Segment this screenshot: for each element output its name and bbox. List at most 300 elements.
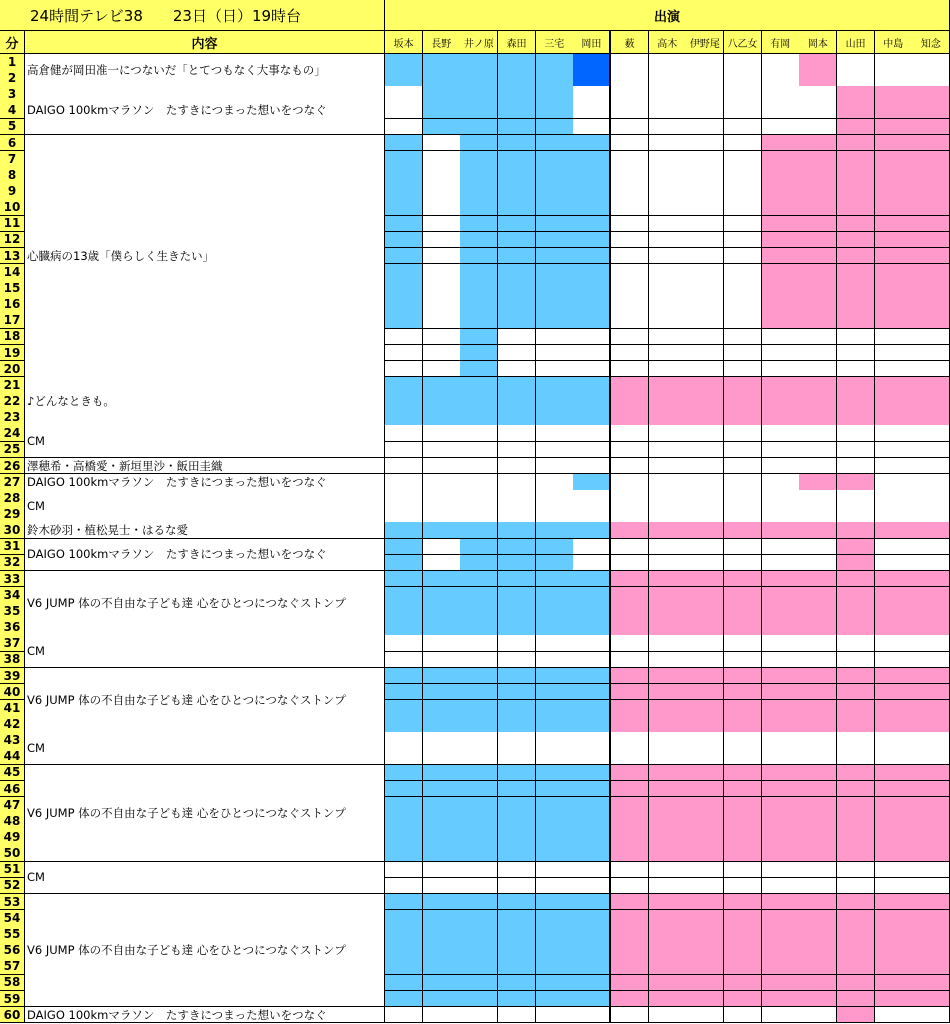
segment-label[interactable]: V6 JUMP 体の不自由な子ども達 心をひとつにつなぐストンプ (25, 668, 385, 733)
appearance-cell[interactable] (799, 329, 837, 346)
appearance-cell[interactable] (460, 393, 498, 410)
appearance-cell[interactable] (724, 102, 762, 119)
appearance-cell[interactable] (423, 748, 461, 765)
appearance-cell[interactable] (649, 312, 687, 329)
appearance-cell[interactable] (837, 232, 875, 249)
appearance-cell[interactable] (460, 119, 498, 136)
appearance-cell[interactable] (724, 296, 762, 313)
appearance-cell[interactable] (573, 813, 611, 830)
appearance-cell[interactable] (799, 926, 837, 943)
appearance-cell[interactable] (762, 54, 800, 71)
appearance-cell[interactable] (611, 86, 649, 103)
appearance-cell[interactable] (912, 813, 950, 830)
appearance-cell[interactable] (385, 571, 423, 588)
appearance-cell[interactable] (423, 361, 461, 378)
appearance-cell[interactable] (611, 748, 649, 765)
appearance-cell[interactable] (573, 700, 611, 717)
appearance-cell[interactable] (460, 312, 498, 329)
performer-header-9[interactable]: 伊野尾 (686, 31, 724, 54)
appearance-cell[interactable] (573, 329, 611, 346)
appearance-cell[interactable] (762, 393, 800, 410)
appearance-cell[interactable] (912, 361, 950, 378)
appearance-cell[interactable] (498, 393, 536, 410)
appearance-cell[interactable] (762, 571, 800, 588)
performer-header-3[interactable]: 井ノ原 (460, 31, 498, 54)
appearance-cell[interactable] (799, 732, 837, 749)
appearance-cell[interactable] (724, 571, 762, 588)
appearance-cell[interactable] (912, 894, 950, 911)
minute-label[interactable]: 25 (0, 442, 25, 459)
appearance-cell[interactable] (536, 587, 574, 604)
appearance-cell[interactable] (912, 522, 950, 539)
appearance-cell[interactable] (649, 329, 687, 346)
appearance-cell[interactable] (686, 926, 724, 943)
appearance-cell[interactable] (498, 975, 536, 992)
appearance-cell[interactable] (498, 409, 536, 426)
appearance-cell[interactable] (498, 765, 536, 782)
appearance-cell[interactable] (423, 522, 461, 539)
minute-label[interactable]: 45 (0, 765, 25, 782)
appearance-cell[interactable] (875, 135, 913, 152)
appearance-cell[interactable] (385, 862, 423, 879)
appearance-cell[interactable] (799, 409, 837, 426)
minute-label[interactable]: 30 (0, 522, 25, 539)
minute-label[interactable]: 10 (0, 199, 25, 216)
minute-label[interactable]: 1 (0, 54, 25, 71)
appearance-cell[interactable] (423, 490, 461, 507)
appearance-cell[interactable] (686, 264, 724, 281)
appearance-cell[interactable] (724, 280, 762, 297)
minute-label[interactable]: 35 (0, 603, 25, 620)
appearance-cell[interactable] (724, 1007, 762, 1024)
appearance-cell[interactable] (385, 54, 423, 71)
appearance-cell[interactable] (385, 958, 423, 975)
appearance-cell[interactable] (649, 490, 687, 507)
appearance-cell[interactable] (498, 522, 536, 539)
minute-label[interactable]: 24 (0, 425, 25, 442)
minute-label[interactable]: 57 (0, 958, 25, 975)
appearance-cell[interactable] (498, 280, 536, 297)
appearance-cell[interactable] (837, 312, 875, 329)
minute-label[interactable]: 54 (0, 910, 25, 927)
appearance-cell[interactable] (875, 619, 913, 636)
appearance-cell[interactable] (724, 86, 762, 103)
appearance-cell[interactable] (536, 619, 574, 636)
minute-label[interactable]: 55 (0, 926, 25, 943)
appearance-cell[interactable] (498, 684, 536, 701)
appearance-cell[interactable] (875, 474, 913, 491)
appearance-cell[interactable] (423, 862, 461, 879)
performer-header-1[interactable]: 坂本 (385, 31, 423, 54)
appearance-cell[interactable] (912, 458, 950, 475)
appearance-cell[interactable] (912, 70, 950, 87)
appearance-cell[interactable] (762, 329, 800, 346)
appearance-cell[interactable] (385, 732, 423, 749)
appearance-cell[interactable] (498, 458, 536, 475)
appearance-cell[interactable] (385, 894, 423, 911)
appearance-cell[interactable] (875, 894, 913, 911)
appearance-cell[interactable] (724, 878, 762, 895)
appearance-cell[interactable] (799, 522, 837, 539)
minute-label[interactable]: 36 (0, 619, 25, 636)
appearance-cell[interactable] (724, 619, 762, 636)
performer-header-6[interactable]: 岡田 (573, 31, 611, 54)
appearance-cell[interactable] (460, 232, 498, 249)
appearance-cell[interactable] (875, 845, 913, 862)
appearance-cell[interactable] (423, 458, 461, 475)
appearance-cell[interactable] (460, 199, 498, 216)
appearance-cell[interactable] (611, 167, 649, 184)
appearance-cell[interactable] (837, 748, 875, 765)
appearance-cell[interactable] (649, 571, 687, 588)
appearance-cell[interactable] (460, 425, 498, 442)
appearance-cell[interactable] (837, 942, 875, 959)
appearance-cell[interactable] (912, 442, 950, 459)
appearance-cell[interactable] (498, 781, 536, 798)
appearance-cell[interactable] (385, 829, 423, 846)
appearance-cell[interactable] (724, 183, 762, 200)
appearance-cell[interactable] (498, 312, 536, 329)
appearance-cell[interactable] (724, 862, 762, 879)
appearance-cell[interactable] (799, 264, 837, 281)
minute-label[interactable]: 14 (0, 264, 25, 281)
appearance-cell[interactable] (460, 555, 498, 572)
appearance-cell[interactable] (724, 716, 762, 733)
appearance-cell[interactable] (611, 910, 649, 927)
segment-label[interactable]: DAIGO 100kmマラソン たすきにつまった想いをつなぐ (25, 539, 385, 572)
appearance-cell[interactable] (912, 910, 950, 927)
appearance-cell[interactable] (385, 474, 423, 491)
appearance-cell[interactable] (875, 458, 913, 475)
appearance-cell[interactable] (573, 748, 611, 765)
appearance-cell[interactable] (385, 167, 423, 184)
appearance-cell[interactable] (762, 684, 800, 701)
appearance-cell[interactable] (385, 409, 423, 426)
appearance-cell[interactable] (837, 442, 875, 459)
appearance-cell[interactable] (686, 862, 724, 879)
appearance-cell[interactable] (423, 619, 461, 636)
appearance-cell[interactable] (649, 603, 687, 620)
appearance-cell[interactable] (724, 216, 762, 233)
appearance-cell[interactable] (536, 70, 574, 87)
minute-label[interactable]: 5 (0, 119, 25, 136)
appearance-cell[interactable] (611, 571, 649, 588)
appearance-cell[interactable] (498, 232, 536, 249)
appearance-cell[interactable] (423, 878, 461, 895)
appearance-cell[interactable] (385, 587, 423, 604)
appearance-cell[interactable] (686, 1007, 724, 1024)
appearance-cell[interactable] (875, 813, 913, 830)
appearance-cell[interactable] (385, 910, 423, 927)
appearance-cell[interactable] (385, 539, 423, 556)
appearance-cell[interactable] (799, 797, 837, 814)
minute-label[interactable]: 17 (0, 312, 25, 329)
appearance-cell[interactable] (762, 958, 800, 975)
appearance-cell[interactable] (498, 119, 536, 136)
appearance-cell[interactable] (385, 668, 423, 685)
appearance-cell[interactable] (837, 619, 875, 636)
appearance-cell[interactable] (762, 183, 800, 200)
appearance-cell[interactable] (573, 86, 611, 103)
appearance-cell[interactable] (385, 555, 423, 572)
minute-label[interactable]: 59 (0, 991, 25, 1008)
appearance-cell[interactable] (912, 942, 950, 959)
appearance-cell[interactable] (875, 70, 913, 87)
appearance-cell[interactable] (649, 199, 687, 216)
appearance-cell[interactable] (912, 167, 950, 184)
appearance-cell[interactable] (912, 797, 950, 814)
appearance-cell[interactable] (686, 199, 724, 216)
appearance-cell[interactable] (799, 458, 837, 475)
performer-header-5[interactable]: 三宅 (536, 31, 574, 54)
appearance-cell[interactable] (573, 603, 611, 620)
appearance-cell[interactable] (460, 377, 498, 394)
appearance-cell[interactable] (875, 248, 913, 265)
appearance-cell[interactable] (460, 926, 498, 943)
appearance-cell[interactable] (611, 878, 649, 895)
appearance-cell[interactable] (423, 716, 461, 733)
appearance-cell[interactable] (724, 393, 762, 410)
appearance-cell[interactable] (498, 167, 536, 184)
appearance-cell[interactable] (799, 781, 837, 798)
appearance-cell[interactable] (799, 361, 837, 378)
appearance-cell[interactable] (498, 926, 536, 943)
appearance-cell[interactable] (837, 555, 875, 572)
appearance-cell[interactable] (536, 86, 574, 103)
appearance-cell[interactable] (423, 926, 461, 943)
appearance-cell[interactable] (875, 377, 913, 394)
appearance-cell[interactable] (460, 264, 498, 281)
appearance-cell[interactable] (460, 878, 498, 895)
appearance-cell[interactable] (762, 312, 800, 329)
minute-label[interactable]: 32 (0, 555, 25, 572)
appearance-cell[interactable] (912, 119, 950, 136)
appearance-cell[interactable] (837, 975, 875, 992)
appearance-cell[interactable] (912, 975, 950, 992)
appearance-cell[interactable] (460, 684, 498, 701)
appearance-cell[interactable] (762, 361, 800, 378)
appearance-cell[interactable] (423, 845, 461, 862)
appearance-cell[interactable] (573, 458, 611, 475)
appearance-cell[interactable] (724, 442, 762, 459)
appearance-cell[interactable] (460, 748, 498, 765)
appearance-cell[interactable] (385, 522, 423, 539)
appearance-cell[interactable] (875, 829, 913, 846)
appearance-cell[interactable] (573, 732, 611, 749)
appearance-cell[interactable] (498, 296, 536, 313)
appearance-cell[interactable] (686, 442, 724, 459)
appearance-cell[interactable] (536, 183, 574, 200)
appearance-cell[interactable] (799, 716, 837, 733)
appearance-cell[interactable] (385, 296, 423, 313)
appearance-cell[interactable] (649, 635, 687, 652)
appearance-cell[interactable] (573, 425, 611, 442)
appearance-cell[interactable] (460, 361, 498, 378)
appearance-cell[interactable] (724, 490, 762, 507)
appearance-cell[interactable] (724, 329, 762, 346)
appearance-cell[interactable] (423, 813, 461, 830)
appearance-cell[interactable] (573, 216, 611, 233)
appearance-cell[interactable] (385, 248, 423, 265)
appearance-cell[interactable] (423, 991, 461, 1008)
appearance-cell[interactable] (724, 135, 762, 152)
appearance-cell[interactable] (837, 264, 875, 281)
appearance-cell[interactable] (724, 425, 762, 442)
appearance-cell[interactable] (912, 555, 950, 572)
appearance-cell[interactable] (799, 393, 837, 410)
appearance-cell[interactable] (611, 732, 649, 749)
performer-header-2[interactable]: 長野 (423, 31, 461, 54)
appearance-cell[interactable] (385, 1007, 423, 1024)
appearance-cell[interactable] (611, 862, 649, 879)
appearance-cell[interactable] (912, 393, 950, 410)
appearance-cell[interactable] (423, 312, 461, 329)
appearance-cell[interactable] (649, 474, 687, 491)
appearance-cell[interactable] (536, 975, 574, 992)
appearance-cell[interactable] (536, 264, 574, 281)
appearance-cell[interactable] (573, 668, 611, 685)
appearance-cell[interactable] (573, 845, 611, 862)
appearance-cell[interactable] (686, 506, 724, 523)
appearance-cell[interactable] (686, 942, 724, 959)
appearance-cell[interactable] (686, 619, 724, 636)
appearance-cell[interactable] (799, 135, 837, 152)
appearance-cell[interactable] (762, 716, 800, 733)
appearance-cell[interactable] (385, 813, 423, 830)
minute-label[interactable]: 6 (0, 135, 25, 152)
appearance-cell[interactable] (385, 119, 423, 136)
appearance-cell[interactable] (875, 102, 913, 119)
minute-label[interactable]: 4 (0, 102, 25, 119)
appearance-cell[interactable] (799, 668, 837, 685)
appearance-cell[interactable] (837, 781, 875, 798)
appearance-cell[interactable] (536, 54, 574, 71)
appearance-cell[interactable] (460, 668, 498, 685)
segment-label[interactable]: DAIGO 100kmマラソン たすきにつまった想いをつなぐ (25, 1007, 385, 1024)
appearance-cell[interactable] (686, 716, 724, 733)
appearance-cell[interactable] (573, 296, 611, 313)
appearance-cell[interactable] (762, 700, 800, 717)
minute-label[interactable]: 43 (0, 732, 25, 749)
segment-label[interactable]: 高倉健が岡田准一につないだ「とてつもなく大事なもの」 (25, 54, 385, 87)
appearance-cell[interactable] (611, 845, 649, 862)
appearance-cell[interactable] (423, 280, 461, 297)
appearance-cell[interactable] (460, 54, 498, 71)
appearance-cell[interactable] (686, 975, 724, 992)
minute-label[interactable]: 13 (0, 248, 25, 265)
appearance-cell[interactable] (573, 506, 611, 523)
appearance-cell[interactable] (837, 716, 875, 733)
appearance-cell[interactable] (573, 539, 611, 556)
appearance-cell[interactable] (837, 652, 875, 669)
appearance-cell[interactable] (912, 571, 950, 588)
appearance-cell[interactable] (912, 716, 950, 733)
appearance-cell[interactable] (799, 345, 837, 362)
appearance-cell[interactable] (573, 797, 611, 814)
appearance-cell[interactable] (385, 878, 423, 895)
appearance-cell[interactable] (837, 668, 875, 685)
appearance-cell[interactable] (649, 377, 687, 394)
appearance-cell[interactable] (762, 910, 800, 927)
appearance-cell[interactable] (498, 490, 536, 507)
appearance-cell[interactable] (423, 119, 461, 136)
appearance-cell[interactable] (536, 539, 574, 556)
appearance-cell[interactable] (498, 652, 536, 669)
appearance-cell[interactable] (498, 603, 536, 620)
appearance-cell[interactable] (536, 361, 574, 378)
appearance-cell[interactable] (423, 377, 461, 394)
appearance-cell[interactable] (385, 991, 423, 1008)
appearance-cell[interactable] (686, 781, 724, 798)
appearance-cell[interactable] (875, 571, 913, 588)
appearance-cell[interactable] (649, 280, 687, 297)
appearance-cell[interactable] (573, 781, 611, 798)
appearance-cell[interactable] (649, 991, 687, 1008)
minute-label[interactable]: 50 (0, 845, 25, 862)
appearance-cell[interactable] (536, 458, 574, 475)
appearance-cell[interactable] (912, 668, 950, 685)
appearance-cell[interactable] (385, 377, 423, 394)
appearance-cell[interactable] (498, 845, 536, 862)
performer-header-7[interactable]: 薮 (611, 31, 649, 54)
appearance-cell[interactable] (912, 183, 950, 200)
appearance-cell[interactable] (460, 102, 498, 119)
appearance-cell[interactable] (460, 765, 498, 782)
appearance-cell[interactable] (837, 393, 875, 410)
appearance-cell[interactable] (686, 522, 724, 539)
segment-label[interactable]: ♪どんなときも。 (25, 377, 385, 426)
segment-label[interactable]: 鈴木砂羽・植松晃士・はるな愛 (25, 522, 385, 539)
appearance-cell[interactable] (686, 135, 724, 152)
performer-header-13[interactable]: 山田 (837, 31, 875, 54)
appearance-cell[interactable] (385, 183, 423, 200)
appearance-cell[interactable] (724, 54, 762, 71)
appearance-cell[interactable] (649, 587, 687, 604)
appearance-cell[interactable] (875, 910, 913, 927)
appearance-cell[interactable] (498, 732, 536, 749)
appearance-cell[interactable] (460, 296, 498, 313)
minute-label[interactable]: 3 (0, 86, 25, 103)
appearance-cell[interactable] (385, 264, 423, 281)
appearance-cell[interactable] (611, 894, 649, 911)
appearance-cell[interactable] (649, 425, 687, 442)
appearance-cell[interactable] (837, 732, 875, 749)
appearance-cell[interactable] (498, 797, 536, 814)
appearance-cell[interactable] (611, 135, 649, 152)
appearance-cell[interactable] (573, 409, 611, 426)
appearance-cell[interactable] (837, 539, 875, 556)
appearance-cell[interactable] (498, 442, 536, 459)
appearance-cell[interactable] (460, 991, 498, 1008)
appearance-cell[interactable] (498, 910, 536, 927)
appearance-cell[interactable] (912, 539, 950, 556)
appearance-cell[interactable] (611, 652, 649, 669)
appearance-cell[interactable] (536, 878, 574, 895)
appearance-cell[interactable] (649, 700, 687, 717)
appearance-cell[interactable] (573, 587, 611, 604)
appearance-cell[interactable] (573, 377, 611, 394)
appearance-cell[interactable] (460, 183, 498, 200)
appearance-cell[interactable] (536, 442, 574, 459)
appearance-cell[interactable] (423, 1007, 461, 1024)
appearance-cell[interactable] (799, 765, 837, 782)
appearance-cell[interactable] (498, 1007, 536, 1024)
appearance-cell[interactable] (912, 878, 950, 895)
appearance-cell[interactable] (649, 296, 687, 313)
appearance-cell[interactable] (799, 167, 837, 184)
minute-label[interactable]: 56 (0, 942, 25, 959)
appearance-cell[interactable] (498, 506, 536, 523)
